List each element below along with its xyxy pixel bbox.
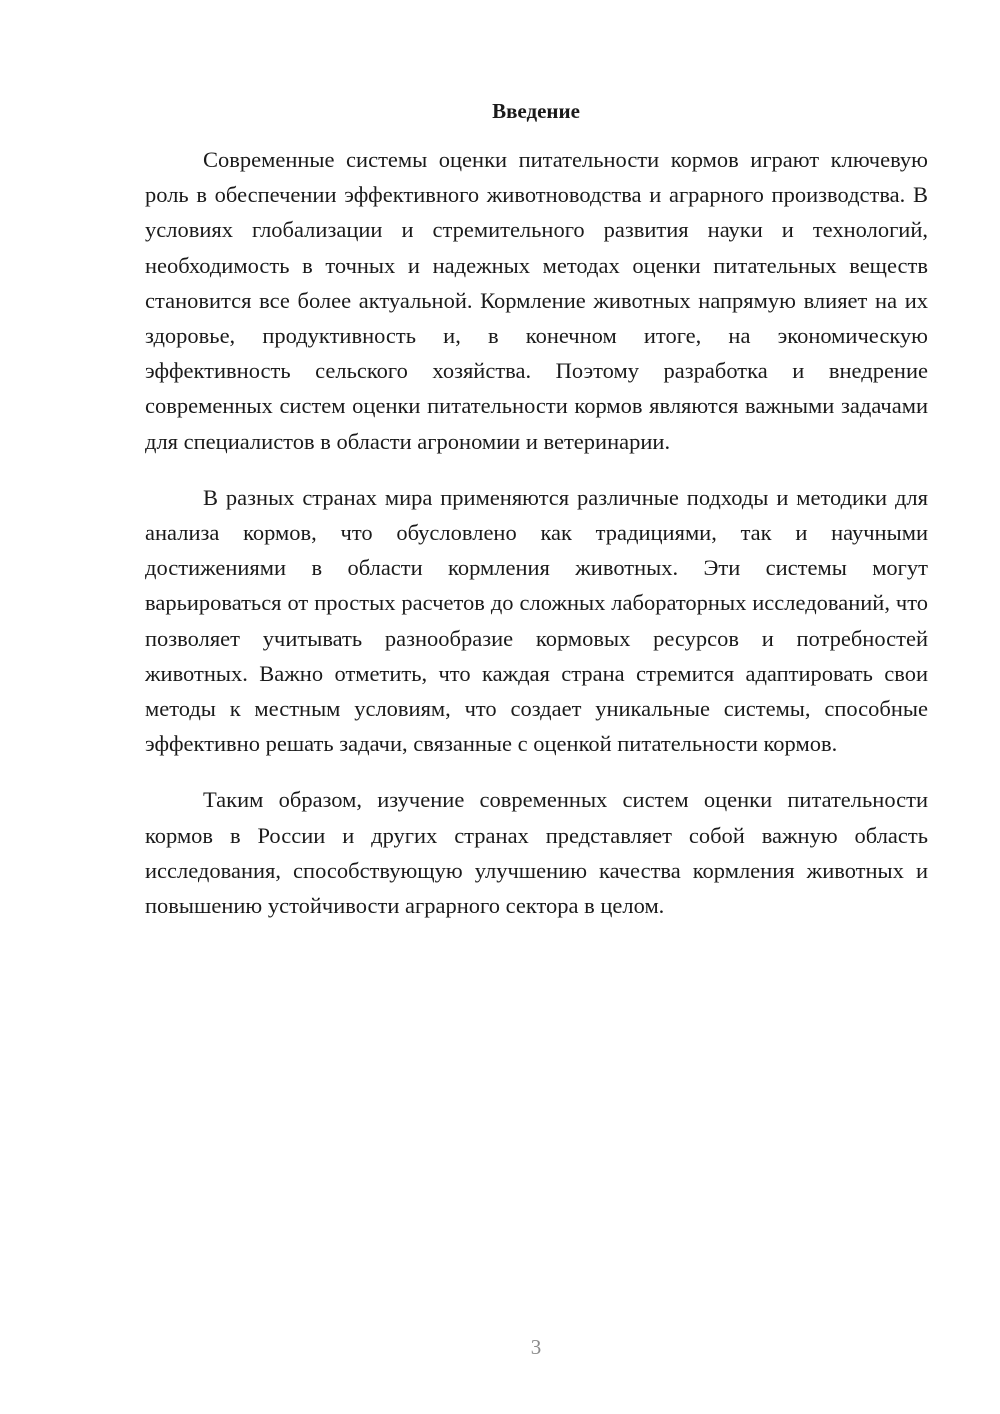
body-text [145, 142, 928, 944]
section-title: Введение [492, 99, 580, 123]
page-number: 3 [530, 1335, 542, 1359]
paragraph-3: Таким образом, изучение современных систем оценки питательности кормов в России и других странах представляет собой важную область исследования, способствующую улучшению качества кормления животных и повышению устойчивости аграрного сектора в целом. [145, 787, 928, 919]
paragraph-1: Современные системы оценки питательности кормов играют ключевую роль в обеспечении эффективного животноводства и аграрного производства. В условиях глобализации и стремительного развития науки и технологий, необходимость в точных и надежных методах оценки питательных веществ становится все более актуальной. Кормление животных напрямую влияет на их здоровье, продуктивность и, в конечном итоге, на экономическую эффективность сельского хозяйства. Поэтому разработка и внедрение современных систем оценки питательности кормов являются важными задачами для специалистов в области агрономии и ветеринарии. [145, 147, 928, 454]
paragraph-2: В разных странах мира применяются различные подходы и методики для анализа кормов, что обусловлено как традициями, так и научными достижениями в области кормления животных. Эти системы могут варьироваться от простых расчетов до сложных лабораторных исследований, что позволяет учитывать разнообразие кормовых ресурсов и потребностей животных. Важно отметить, что каждая страна стремится адаптировать свои методы к местным условиям, что создает уникальные системы, способные эффективно решать задачи, связанные с оценкой питательности кормов. [145, 484, 928, 757]
